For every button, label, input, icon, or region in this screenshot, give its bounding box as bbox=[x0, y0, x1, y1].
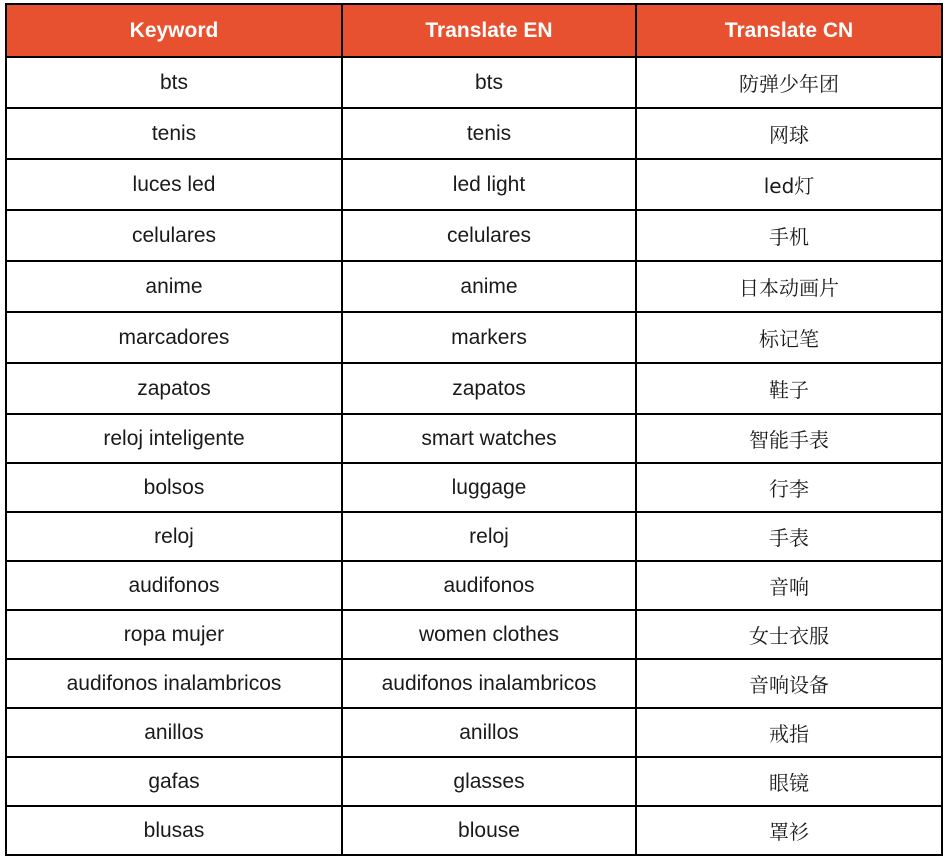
translate-en-cell: women clothes bbox=[342, 610, 636, 659]
header-keyword: Keyword bbox=[6, 4, 342, 57]
table-row bbox=[6, 261, 942, 312]
translate-cn-cell: 音响设备 bbox=[636, 659, 942, 708]
table-row bbox=[6, 561, 942, 610]
translate-cn-cell: 戒指 bbox=[636, 708, 942, 757]
translate-en-cell: smart watches bbox=[342, 414, 636, 463]
translate-cn-cell: 日本动画片 bbox=[636, 261, 942, 312]
translate-en-cell: reloj bbox=[342, 512, 636, 561]
translate-en-cell: blouse bbox=[342, 806, 636, 855]
table-row bbox=[6, 312, 942, 363]
translate-en-cell: led light bbox=[342, 159, 636, 210]
translate-cn-cell: 标记笔 bbox=[636, 312, 942, 363]
table-row bbox=[6, 512, 942, 561]
translate-cn-cell: led灯 bbox=[636, 159, 942, 210]
header-translate-cn: Translate CN bbox=[636, 4, 942, 57]
keyword-cell: zapatos bbox=[6, 363, 342, 414]
table-row bbox=[6, 414, 942, 463]
header-translate-en: Translate EN bbox=[342, 4, 636, 57]
table-row bbox=[6, 463, 942, 512]
keyword-cell: gafas bbox=[6, 757, 342, 806]
table-row bbox=[6, 708, 942, 757]
translate-en-cell: markers bbox=[342, 312, 636, 363]
keyword-cell: anillos bbox=[6, 708, 342, 757]
translate-en-cell: anime bbox=[342, 261, 636, 312]
translate-cn-cell: 眼镜 bbox=[636, 757, 942, 806]
translate-en-cell: bts bbox=[342, 57, 636, 108]
keyword-cell: celulares bbox=[6, 210, 342, 261]
translate-en-cell: zapatos bbox=[342, 363, 636, 414]
keyword-cell: audifonos bbox=[6, 561, 342, 610]
keyword-cell: bts bbox=[6, 57, 342, 108]
table-row bbox=[6, 108, 942, 159]
translate-en-cell: audifonos inalambricos bbox=[342, 659, 636, 708]
keyword-translation-table bbox=[5, 3, 943, 856]
keyword-cell: reloj inteligente bbox=[6, 414, 342, 463]
header-row bbox=[6, 4, 942, 57]
keyword-cell: ropa mujer bbox=[6, 610, 342, 659]
keyword-cell: bolsos bbox=[6, 463, 342, 512]
table-row bbox=[6, 363, 942, 414]
table-row bbox=[6, 757, 942, 806]
translate-en-cell: tenis bbox=[342, 108, 636, 159]
keyword-cell: tenis bbox=[6, 108, 342, 159]
keyword-cell: luces led bbox=[6, 159, 342, 210]
translate-cn-cell: 行李 bbox=[636, 463, 942, 512]
translate-cn-cell: 音响 bbox=[636, 561, 942, 610]
keyword-cell: blusas bbox=[6, 806, 342, 855]
keyword-cell: reloj bbox=[6, 512, 342, 561]
keyword-cell: anime bbox=[6, 261, 342, 312]
translate-cn-cell: 防弹少年团 bbox=[636, 57, 942, 108]
translate-cn-cell: 手机 bbox=[636, 210, 942, 261]
translate-en-cell: luggage bbox=[342, 463, 636, 512]
table-row bbox=[6, 210, 942, 261]
keyword-cell: audifonos inalambricos bbox=[6, 659, 342, 708]
table-row bbox=[6, 159, 942, 210]
translate-cn-cell: 罩衫 bbox=[636, 806, 942, 855]
translate-en-cell: audifonos bbox=[342, 561, 636, 610]
translate-cn-cell: 网球 bbox=[636, 108, 942, 159]
keyword-cell: marcadores bbox=[6, 312, 342, 363]
translate-cn-cell: 手表 bbox=[636, 512, 942, 561]
translate-cn-cell: 女士衣服 bbox=[636, 610, 942, 659]
table-row bbox=[6, 659, 942, 708]
translate-en-cell: celulares bbox=[342, 210, 636, 261]
table-row bbox=[6, 806, 942, 855]
translate-cn-cell: 鞋子 bbox=[636, 363, 942, 414]
translate-en-cell: glasses bbox=[342, 757, 636, 806]
table-row bbox=[6, 610, 942, 659]
table-row bbox=[6, 57, 942, 108]
translate-cn-cell: 智能手表 bbox=[636, 414, 942, 463]
translate-en-cell: anillos bbox=[342, 708, 636, 757]
